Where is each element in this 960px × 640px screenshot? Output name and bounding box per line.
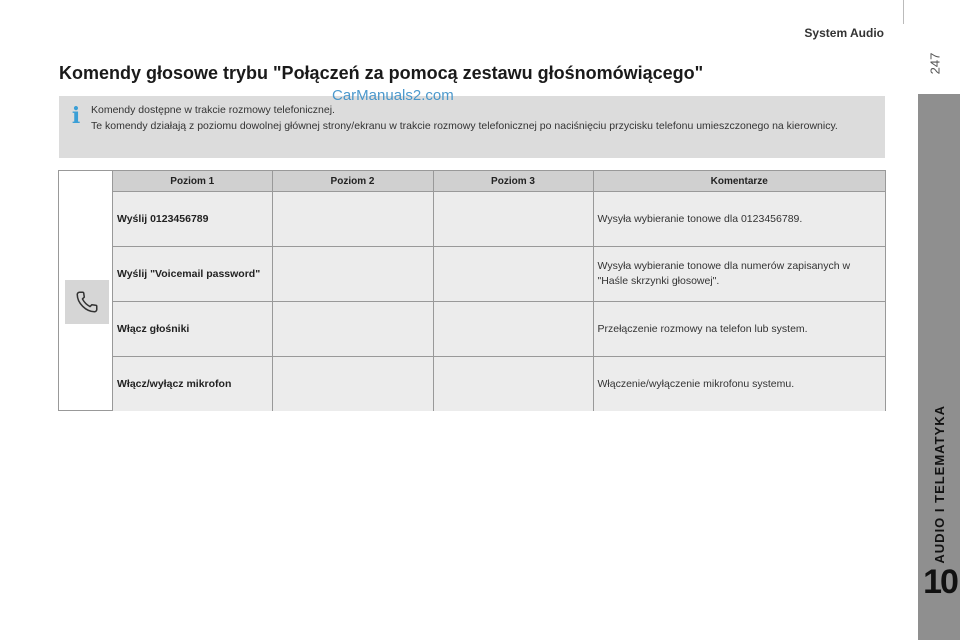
chapter-number: 10 [923,563,957,601]
phone-icon [65,280,109,324]
cell-level-2 [272,192,433,247]
cell-level-2 [272,357,433,412]
cell-level-1: Wyślij 0123456789 [113,192,272,247]
cell-comment: Włączenie/wyłączenie mikrofonu systemu. [593,357,885,412]
chapter-side-tab [918,94,960,640]
table-row [113,357,885,412]
info-line-2: Te komendy działają z poziomu dowolnej głównej strony/ekranu w trakcie rozmowy telefonicznej po naciśnięciu przycisku telefonu umieszczonego na kierownicy. [91,120,838,132]
header-level-3: Poziom 3 [433,171,593,192]
cell-level-3 [433,357,593,412]
table-row [113,192,885,247]
page-number: 247 [927,52,943,75]
cell-level-3 [433,192,593,247]
cell-comment: Przełączenie rozmowy na telefon lub system. [593,302,885,357]
cell-level-1: Wyślij "Voicemail password" [113,247,272,302]
page-title: Komendy głosowe trybu "Połączeń za pomocą zestawu głośnomówiącego" [59,63,704,83]
chapter-label: AUDIO I TELEMATYKA [931,405,947,564]
table-row [113,247,885,302]
cell-comment: Wysyła wybieranie tonowe dla numerów zapisanych w "Haśle skrzynki głosowej". [593,247,885,302]
cell-level-3 [433,247,593,302]
cell-level-2 [272,247,433,302]
voice-commands-table [58,170,886,411]
cell-level-2 [272,302,433,357]
cell-level-1: Włącz głośniki [113,302,272,357]
icon-column [59,171,113,410]
info-icon: i [71,103,81,129]
cell-level-1: Włącz/wyłącz mikrofon [113,357,272,412]
cell-level-3 [433,302,593,357]
header-divider [903,0,904,24]
cell-comment: Wysyła wybieranie tonowe dla 0123456789. [593,192,885,247]
info-box [59,96,885,158]
table-row [113,302,885,357]
watermark: CarManuals2.com [332,87,454,104]
header-level-2: Poziom 2 [272,171,433,192]
info-line-1: Komendy dostępne w trakcie rozmowy telefonicznej. [91,104,335,116]
section-title: System Audio [804,26,884,40]
header-level-1: Poziom 1 [113,171,272,192]
header-comments: Komentarze [593,171,885,192]
